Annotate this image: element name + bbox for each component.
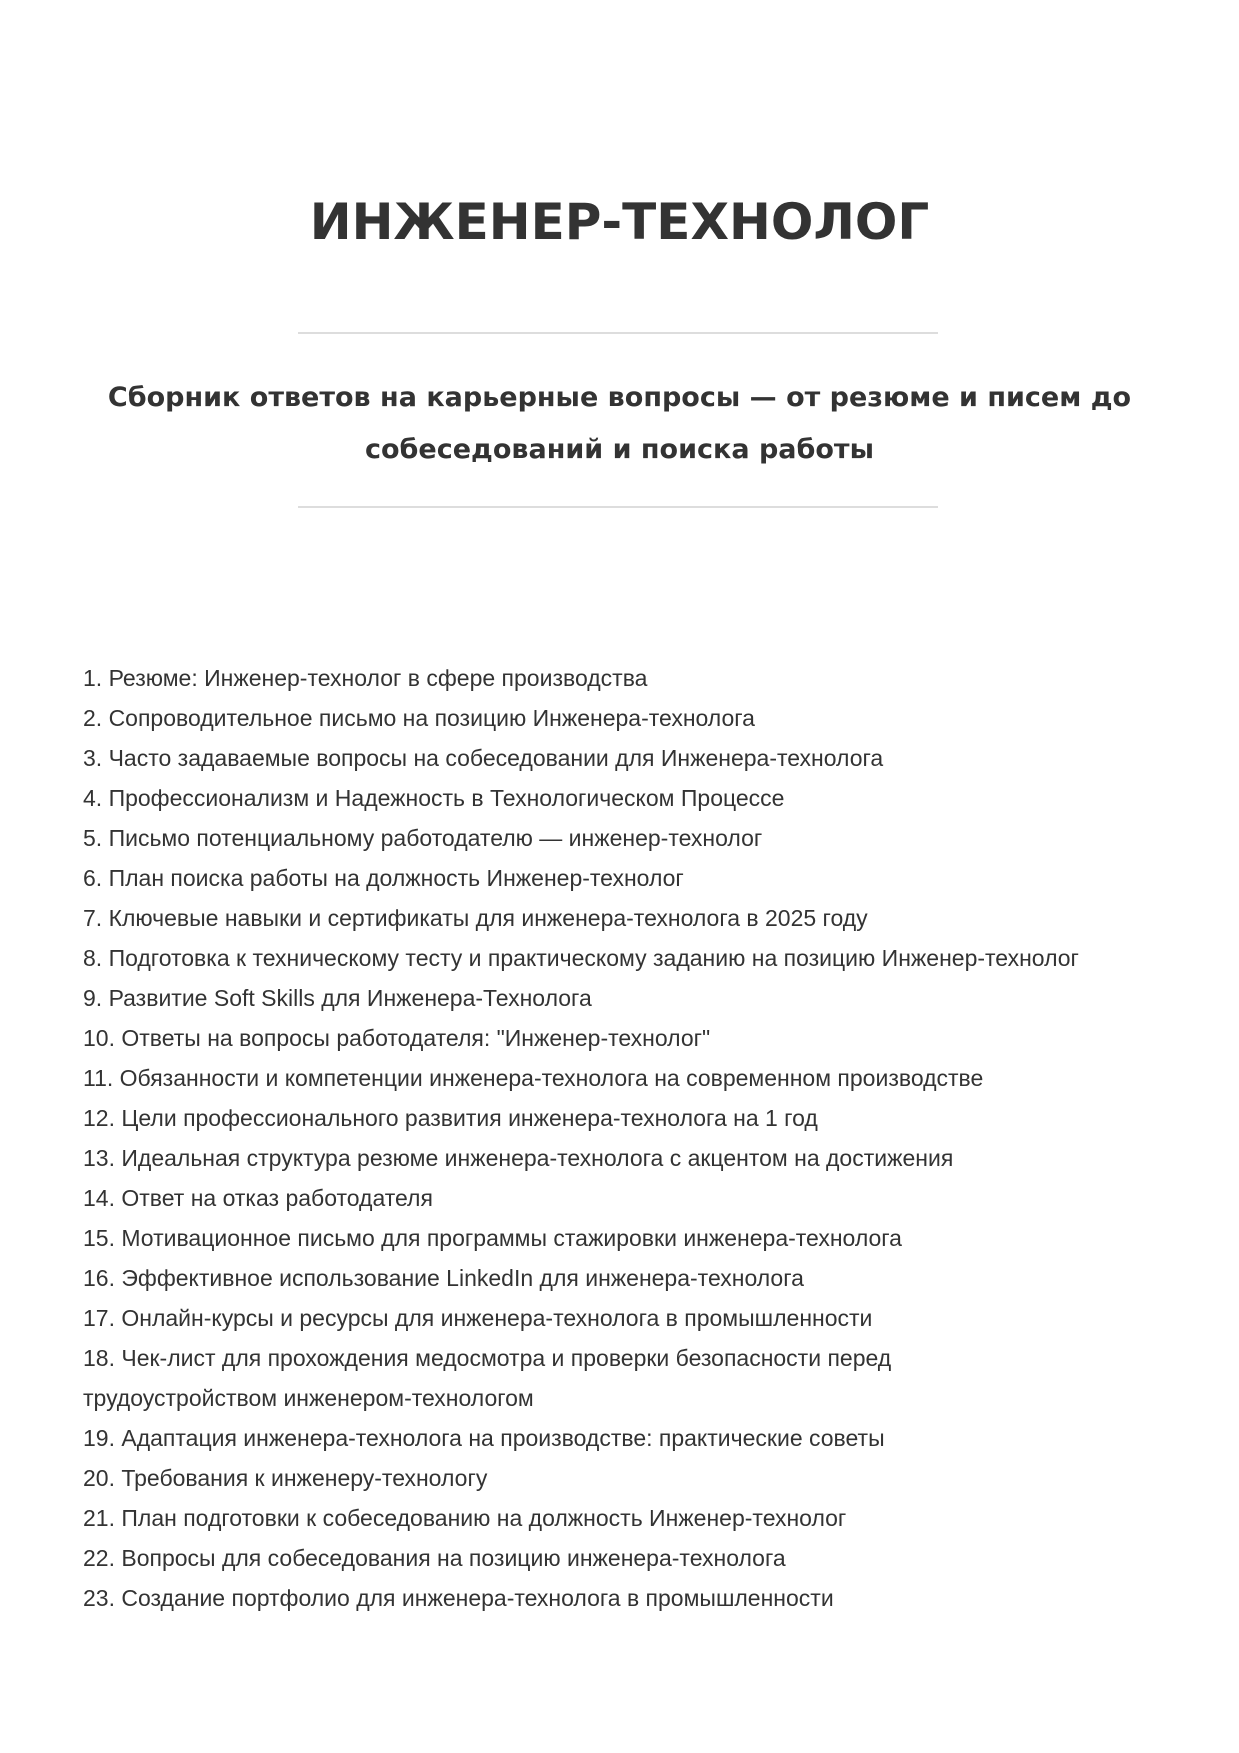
subtitle: Сборник ответов на карьерные вопросы — от резюме и писем до собеседований и поиска работы (107, 382, 1132, 465)
toc-item: 11. Обязанности и компетенции инженера-технолога на современном производстве (83, 1065, 984, 1091)
toc-item: 18. Чек-лист для прохождения медосмотра и проверки безопасности перед трудоустройством инженером-технологом (83, 1345, 892, 1411)
toc-item: 23. Создание портфолио для инженера-технолога в промышленности (83, 1585, 834, 1611)
toc-item: 3. Часто задаваемые вопросы на собеседовании для Инженера-технолога (83, 745, 884, 771)
table-of-contents (83, 658, 1083, 1618)
toc-item: 4. Профессионализм и Надежность в Технологическом Процессе (83, 785, 785, 811)
toc-item: 12. Цели профессионального развития инженера-технолога на 1 год (83, 1105, 818, 1131)
toc-item: 21. План подготовки к собеседованию на должность Инженер-технолог (83, 1505, 847, 1531)
toc-item: 14. Ответ на отказ работодателя (83, 1185, 433, 1211)
divider-bottom (298, 506, 938, 508)
page-title: ИНЖЕНЕР-ТЕХНОЛОГ (309, 193, 930, 251)
toc-item: 13. Идеальная структура резюме инженера-технолога с акцентом на достижения (83, 1145, 954, 1171)
toc-item: 10. Ответы на вопросы работодателя: "Инженер-технолог" (83, 1025, 711, 1051)
divider-top (298, 332, 938, 334)
toc-item: 8. Подготовка к техническому тесту и практическому заданию на позицию Инженер-технолог (83, 945, 1079, 971)
toc-item: 20. Требования к инженеру-технологу (83, 1465, 488, 1491)
toc-item: 16. Эффективное использование LinkedIn для инженера-технолога (83, 1265, 804, 1291)
toc-item: 17. Онлайн-курсы и ресурсы для инженера-технолога в промышленности (83, 1305, 873, 1331)
toc-item: 1. Резюме: Инженер-технолог в сфере производства (83, 665, 648, 691)
toc-item: 2. Сопроводительное письмо на позицию Инженера-технолога (83, 705, 755, 731)
toc-item: 6. План поиска работы на должность Инженер-технолог (83, 865, 684, 891)
toc-item: 19. Адаптация инженера-технолога на производстве: практические советы (83, 1425, 885, 1451)
toc-item: 22. Вопросы для собеседования на позицию инженера-технолога (83, 1545, 786, 1571)
toc-item: 15. Мотивационное письмо для программы стажировки инженера-технолога (83, 1225, 902, 1251)
toc-item: 5. Письмо потенциальному работодателю — инженер-технолог (83, 825, 763, 851)
toc-item: 7. Ключевые навыки и сертификаты для инженера-технолога в 2025 году (83, 905, 868, 931)
toc-item: 9. Развитие Soft Skills для Инженера-Технолога (83, 985, 592, 1011)
